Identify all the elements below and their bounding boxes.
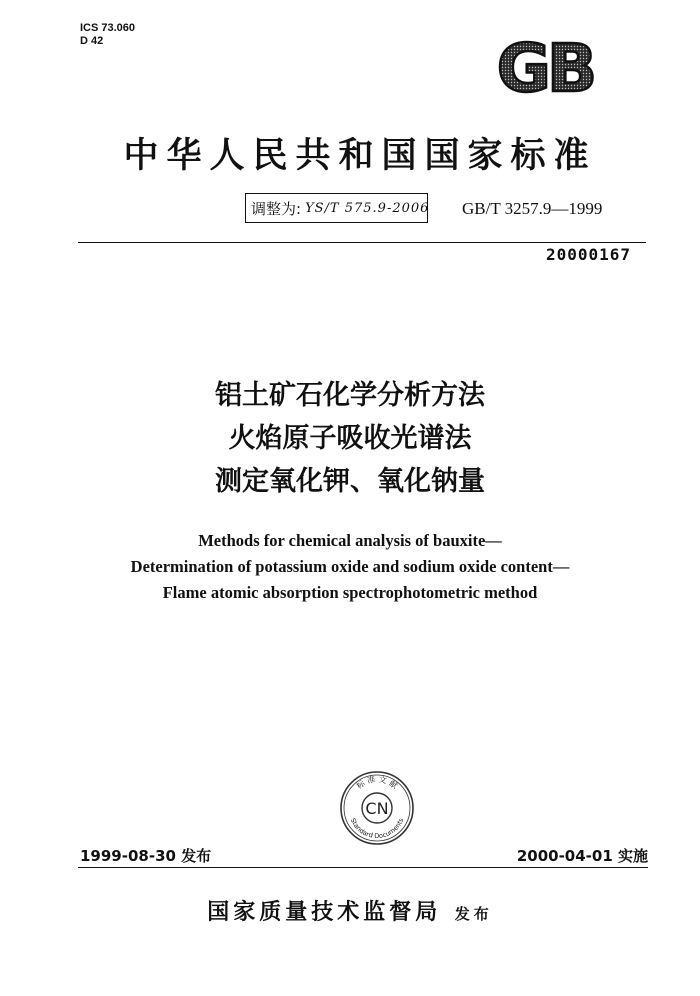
- title-chinese: [50, 374, 650, 503]
- seal-center-text: CN: [365, 799, 389, 818]
- issuer-verb: 发布: [454, 905, 493, 923]
- adjust-stamp-box: [245, 193, 428, 223]
- seal-top-text: 标 准 文 献: [354, 774, 400, 791]
- issue-date: 1999-08-30 发布: [80, 847, 212, 865]
- stamp-number: 20000167: [546, 245, 632, 264]
- adjust-label: 调整为:: [251, 199, 302, 218]
- footer-divider: [78, 867, 648, 868]
- cn-seal: [339, 770, 415, 846]
- title-en-line: Determination of potassium oxide and sodium oxide content—: [130, 557, 570, 576]
- issuing-authority: [150, 895, 550, 926]
- title-cn-line: 火焰原子吸收光谱法: [228, 423, 472, 454]
- title-cn-line: 测定氧化钾、氧化钠量: [215, 466, 485, 497]
- implementation-date: 2000-04-01 实施: [516, 847, 648, 865]
- standard-code: GB/T 3257.9—1999: [462, 199, 603, 218]
- adjust-handwritten-code: YS/T 575.9-2006: [305, 200, 430, 216]
- gb-logo-text: GB: [496, 36, 594, 98]
- gb-logo: [483, 36, 607, 98]
- seal-bottom-text: Standard Documents: [348, 816, 406, 841]
- classification-codes: [80, 22, 135, 48]
- ccs-code: D 42: [80, 35, 104, 47]
- title-cn-line: 铝土矿石化学分析方法: [215, 380, 485, 411]
- seal-bottom-text-wrap: [349, 816, 406, 840]
- header-divider: [78, 242, 646, 243]
- title-en-line: Methods for chemical analysis of bauxite—: [198, 531, 502, 550]
- ics-code: ICS 73.060: [80, 22, 136, 34]
- issuer-name: 国家质量技术监督局: [207, 900, 442, 925]
- title-en-line: Flame atomic absorption spectrophotometric method: [162, 583, 538, 602]
- title-english: [50, 528, 650, 606]
- standard-name: 中华人民共和国国家标准: [123, 136, 597, 176]
